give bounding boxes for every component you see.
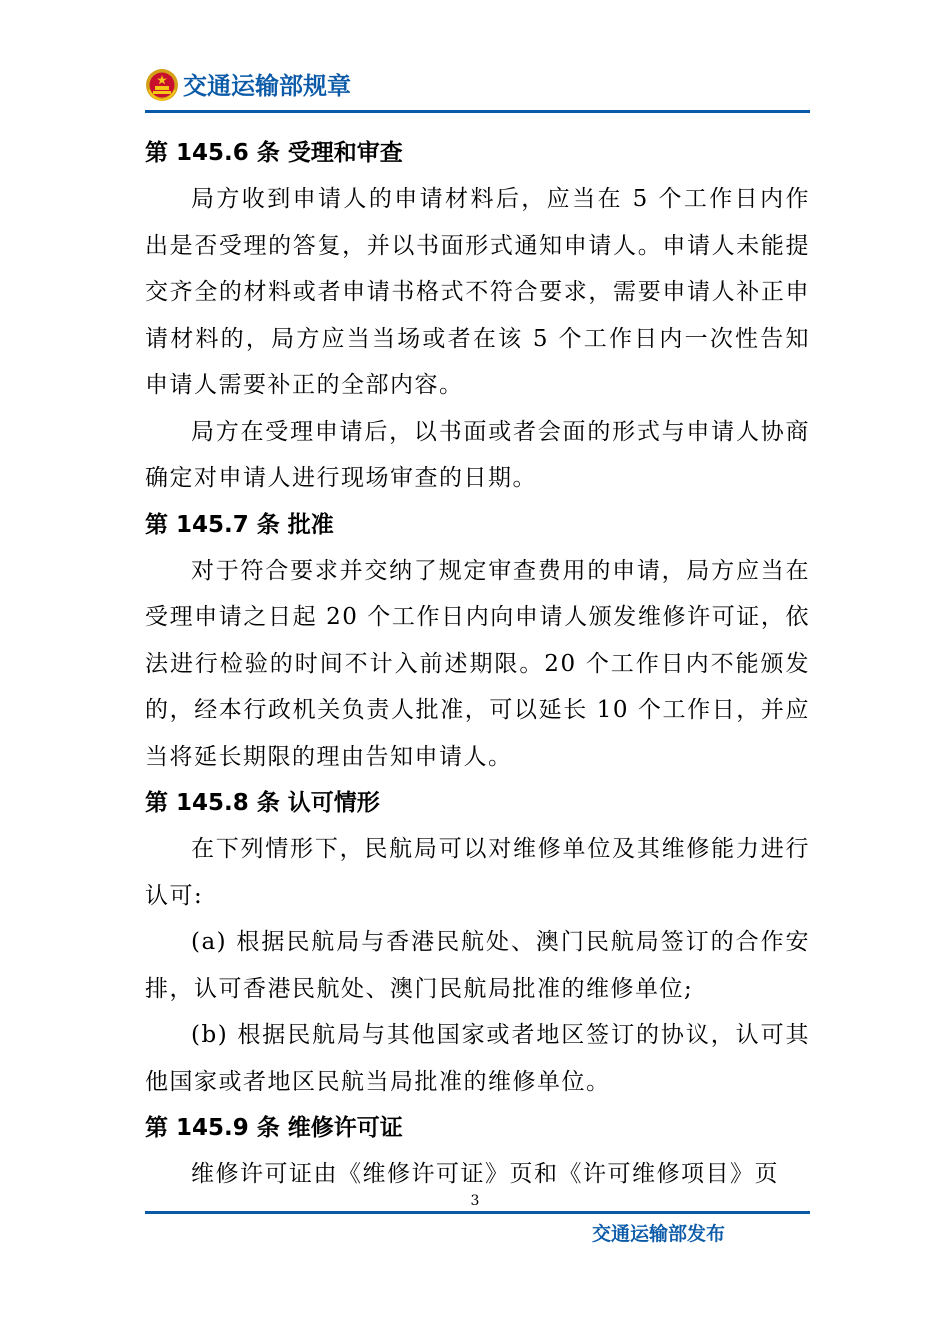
article-145-6 bbox=[145, 130, 810, 502]
article-heading: 第 145.6 条 受理和审查 bbox=[145, 140, 403, 166]
national-emblem-icon bbox=[145, 68, 179, 102]
header-divider bbox=[145, 110, 810, 113]
paragraph: 局方在受理申请后，以书面或者会面的形式与申请人协商确定对申请人进行现场审查的日期。 bbox=[145, 418, 810, 491]
article-145-7 bbox=[145, 502, 810, 781]
page-header bbox=[145, 66, 810, 114]
paragraph: 局方收到申请人的申请材料后，应当在 5 个工作日内作出是否受理的答复，并以书面形式通知申请人。申请人未能提交齐全的材料或者申请书格式不符合要求，需要申请人补正申请材料的，局方应当当场或者在该 5 个工作日内一次性告知申请人需要补正的全部内容。 bbox=[145, 186, 810, 398]
document-body bbox=[145, 130, 810, 1198]
paragraph: 在下列情形下，民航局可以对维修单位及其维修能力进行认可: bbox=[145, 836, 810, 909]
article-145-8 bbox=[145, 780, 810, 1105]
paragraph: 对于符合要求并交纳了规定审查费用的申请，局方应当在受理申请之日起 20 个工作日内向申请人颁发维修许可证，依法进行检验的时间不计入前述期限。20 个工作日内不能颁发的，经本行政机关负责人批准，可以延长 10 个工作日，并应当将延长期限的理由告知申请人。 bbox=[145, 557, 810, 770]
paragraph: 维修许可证由《维修许可证》页和《许可维修项目》页 bbox=[191, 1161, 779, 1187]
article-heading: 第 145.8 条 认可情形 bbox=[145, 790, 380, 816]
page-number: 3 bbox=[470, 1193, 480, 1209]
paragraph: (b) 根据民航局与其他国家或者地区签订的协议，认可其他国家或者地区民航当局批准的维修单位。 bbox=[145, 1022, 810, 1095]
article-heading: 第 145.7 条 批准 bbox=[145, 511, 334, 538]
header-title: 交通运输部规章 bbox=[183, 72, 351, 100]
article-145-9 bbox=[145, 1105, 810, 1198]
paragraph: (a) 根据民航局与香港民航处、澳门民航局签订的合作安排，认可香港民航处、澳门民航局批准的维修单位; bbox=[145, 929, 810, 1002]
footer-publisher: 交通运输部发布 bbox=[592, 1223, 726, 1245]
footer-divider bbox=[145, 1211, 810, 1214]
article-heading: 第 145.9 条 维修许可证 bbox=[145, 1115, 403, 1141]
